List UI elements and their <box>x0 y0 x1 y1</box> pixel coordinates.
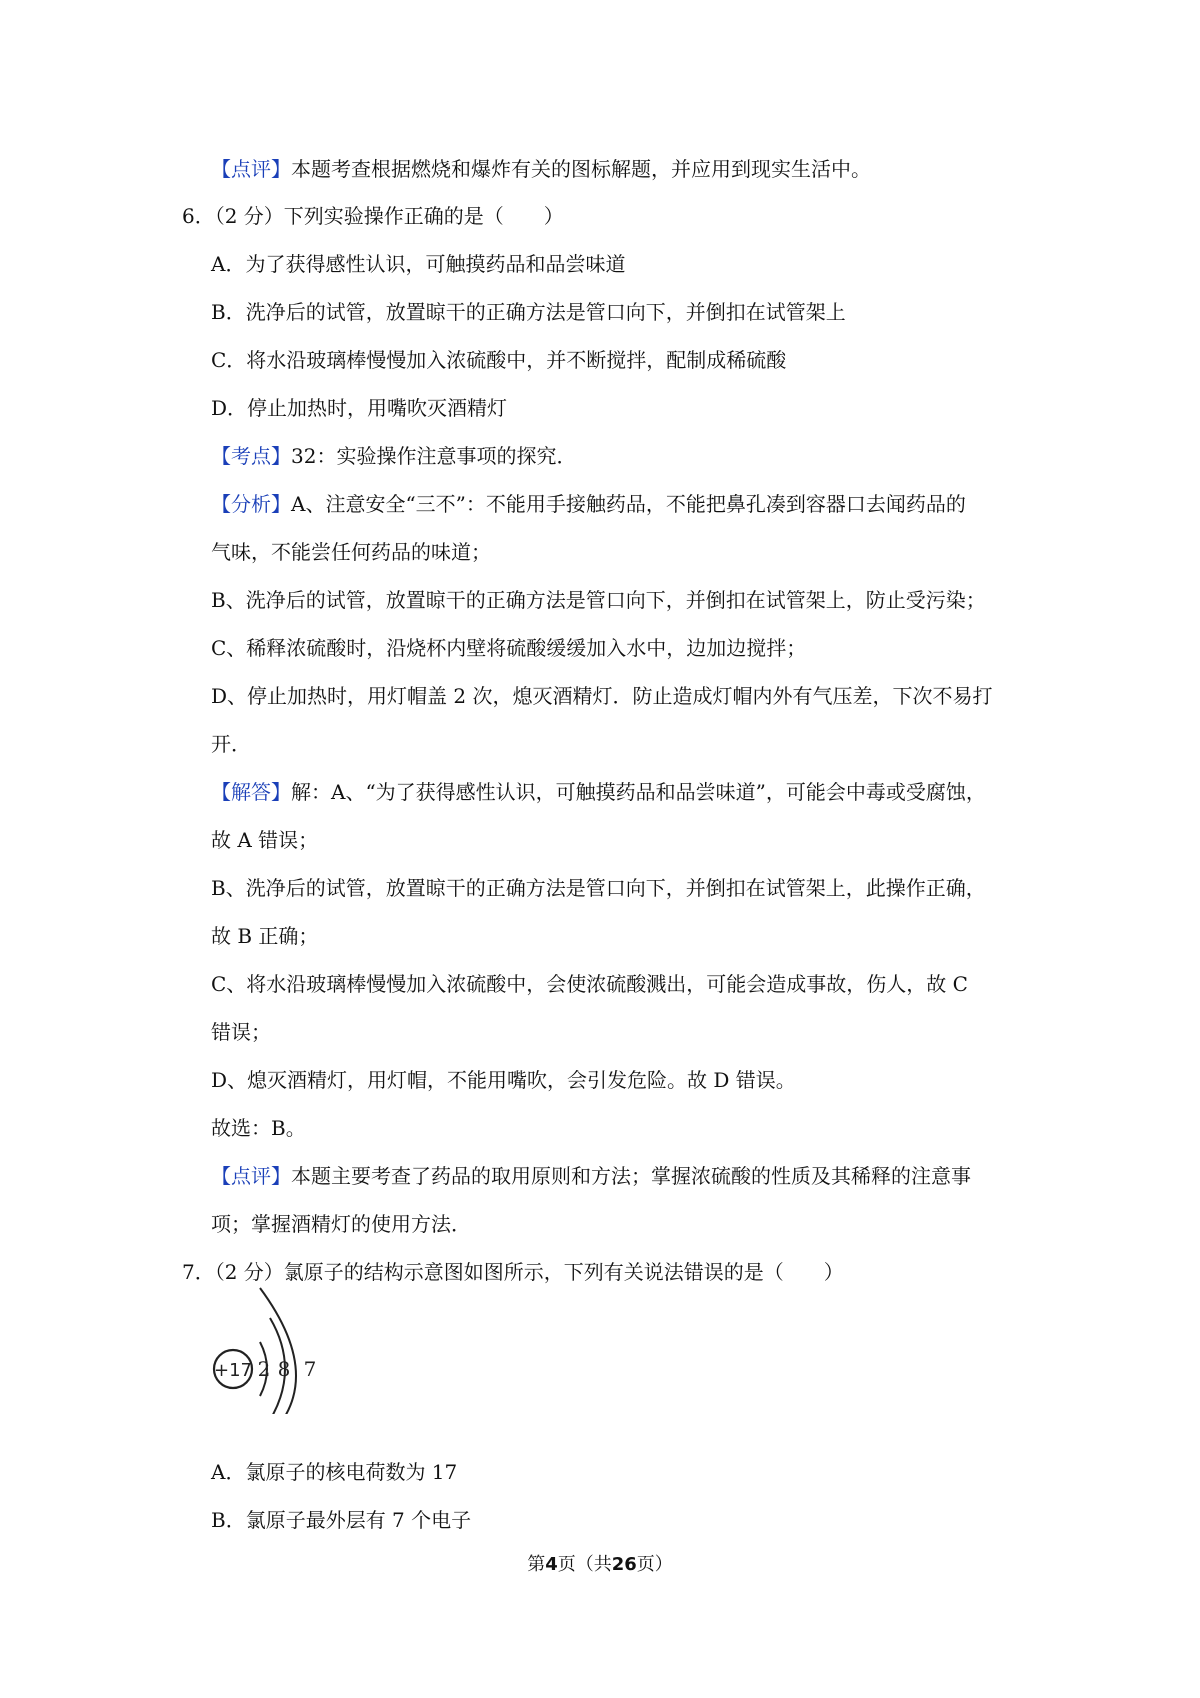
analysis-line-1 <box>211 490 966 518</box>
question-7-option-a: A．氯原子的核电荷数为 17 <box>211 1460 458 1484</box>
footer-page-number: 4 <box>545 1554 558 1575</box>
answer-line-4: 故 B 正确； <box>211 924 319 948</box>
review-line-1 <box>211 1162 971 1190</box>
answer-line-5: C、将水沿玻璃棒慢慢加入浓硫酸中，会使浓硫酸溅出，可能会造成事故，伤人，故 C <box>211 972 968 996</box>
knowledge-point <box>211 442 576 470</box>
footer-total-pages: 26 <box>611 1554 637 1575</box>
question-6-option-c: C．将水沿玻璃棒慢慢加入浓硫酸中，并不断搅拌，配制成稀硫酸 <box>211 348 787 372</box>
electron-shell-3 <box>257 1288 296 1414</box>
answer-line-6: 错误； <box>211 1020 271 1044</box>
answer-line-8: 故选：B。 <box>211 1116 306 1140</box>
footer-mid: 页（共 <box>557 1554 612 1575</box>
review-tag-2: 【点评】 <box>211 1164 291 1188</box>
review-tag: 【点评】 <box>211 157 291 181</box>
analysis-text-1: A、注意安全“三不”：不能用手接触药品，不能把鼻孔凑到容器口去闻药品的 <box>291 492 966 516</box>
chlorine-atom-diagram <box>210 1284 320 1414</box>
footer-pre: 第 <box>527 1554 546 1575</box>
question-6-option-a: A．为了获得感性认识，可触摸药品和品尝味道 <box>211 252 626 276</box>
answer-line-1 <box>211 778 986 806</box>
analysis-line-6: 开． <box>211 732 251 756</box>
review-text: 本题考查根据燃烧和爆炸有关的图标解题，并应用到现实生活中。 <box>291 157 871 181</box>
nucleus-charge: +17 <box>214 1360 252 1381</box>
answer-line-2: 故 A 错误； <box>211 828 319 852</box>
question-6-option-b: B．洗净后的试管，放置晾干的正确方法是管口向下，并倒扣在试管架上 <box>211 300 846 324</box>
knowledge-tag: 【考点】 <box>211 444 291 468</box>
page-footer <box>0 1553 1200 1577</box>
question-7-stem: 7．（2 分）氯原子的结构示意图如图所示，下列有关说法错误的是（ ） <box>182 1260 844 1284</box>
shell-2-count: 8 <box>277 1357 291 1381</box>
analysis-line-5: D、停止加热时，用灯帽盖 2 次，熄灭酒精灯．防止造成灯帽内外有气压差，下次不易打 <box>211 684 993 708</box>
review-line-2: 项；掌握酒精灯的使用方法． <box>211 1212 471 1236</box>
analysis-tag: 【分析】 <box>211 492 291 516</box>
answer-tag: 【解答】 <box>211 780 291 804</box>
question-6-stem: 6．（2 分）下列实验操作正确的是（ ） <box>182 204 564 228</box>
shell-3-count: 7 <box>303 1357 317 1381</box>
footer-post: 页） <box>636 1554 673 1575</box>
review-text-2: 本题主要考查了药品的取用原则和方法；掌握浓硫酸的性质及其稀释的注意事 <box>291 1164 971 1188</box>
analysis-line-3: B、洗净后的试管，放置晾干的正确方法是管口向下，并倒扣在试管架上，防止受污染； <box>211 588 986 612</box>
shell-1-count: 2 <box>257 1357 271 1381</box>
question-7-option-b: B．氯原子最外层有 7 个电子 <box>211 1508 472 1532</box>
knowledge-text: 32：实验操作注意事项的探究． <box>291 444 577 468</box>
answer-line-7: D、熄灭酒精灯，用灯帽，不能用嘴吹，会引发危险。故 D 错误。 <box>211 1068 796 1092</box>
question-6-option-d: D．停止加热时，用嘴吹灭酒精灯 <box>211 396 508 420</box>
analysis-line-2: 气味，不能尝任何药品的味道； <box>211 540 491 564</box>
review-paragraph-q5 <box>211 155 871 183</box>
analysis-line-4: C、稀释浓硫酸时，沿烧杯内壁将硫酸缓缓加入水中，边加边搅拌； <box>211 636 807 660</box>
answer-line-3: B、洗净后的试管，放置晾干的正确方法是管口向下，并倒扣在试管架上，此操作正确， <box>211 876 986 900</box>
answer-text-1: 解：A、“为了获得感性认识，可触摸药品和品尝味道”，可能会中毒或受腐蚀， <box>291 780 986 804</box>
